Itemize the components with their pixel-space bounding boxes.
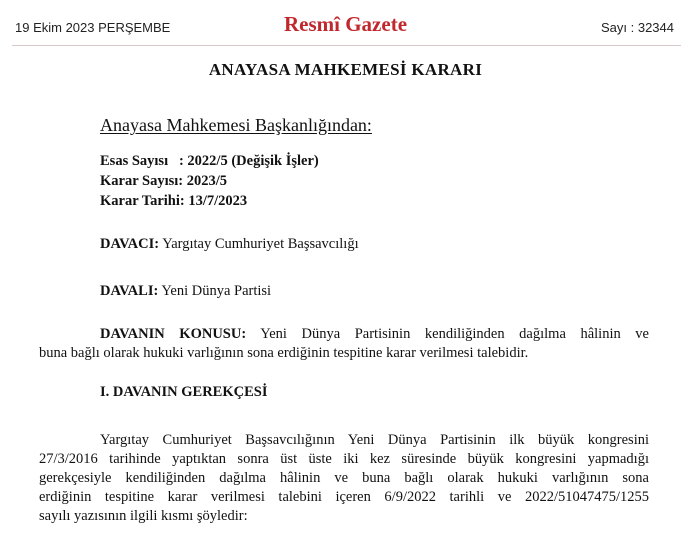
document-title: ANAYASA MAHKEMESİ KARARI — [208, 60, 483, 79]
header-divider — [12, 45, 681, 46]
decision-date: Karar Tarihi: 13/7/2023 — [100, 193, 248, 209]
case-subject-paragraph — [39, 325, 649, 363]
grounds-paragraph — [39, 431, 649, 526]
plaintiff-value: Yargıtay Cumhuriyet Başsavcılığı — [162, 236, 359, 252]
issue-date: 19 Ekim 2023 PERŞEMBE — [15, 20, 171, 35]
defendant-label: DAVALI: — [100, 283, 159, 299]
case-number: Esas Sayısı : 2022/5 (Değişik İşler) — [100, 153, 319, 169]
grounds-line-3: gerekçesiyle kendiliğinden dağılma hâlinin ve buna bağlı olarak hukuki varlığının sona — [39, 470, 649, 486]
grounds-line-4: erdiğinin tespitine karar verilmesi talebini içeren 6/9/2022 tarihli ve 2022/51047475/1255 — [39, 489, 649, 505]
issue-number: Sayı : 32344 — [601, 20, 674, 35]
plaintiff — [100, 236, 359, 253]
issuing-authority: Anayasa Mahkemesi Başkanlığından: — [100, 115, 372, 135]
case-subject-line-2: buna bağlı olarak hukuki varlığının sona erdiğinin tespitine karar verilmesi talebidir. — [39, 345, 529, 361]
gazette-header — [0, 0, 691, 50]
case-subject-line-1: Yeni Dünya Partisinin kendiliğinden dağılma hâlinin ve — [260, 326, 649, 342]
defendant — [100, 283, 271, 300]
grounds-line-1: Yargıtay Cumhuriyet Başsavcılığının Yeni Dünya Partisinin ilk büyük kongresini — [100, 432, 649, 448]
plaintiff-label: DAVACI: — [100, 236, 160, 252]
defendant-value: Yeni Dünya Partisi — [161, 283, 272, 299]
case-metadata — [100, 151, 319, 211]
case-subject-label: DAVANIN KONUSU: — [100, 326, 247, 342]
section-heading: I. DAVANIN GEREKÇESİ — [100, 384, 268, 400]
decision-number: Karar Sayısı: 2023/5 — [100, 173, 228, 189]
gazette-title: Resmî Gazete — [283, 12, 408, 36]
grounds-line-2: 27/3/2016 tarihinde yaptıktan sonra üst üste iki kez süresinde büyük kongresini yapmadığı — [39, 451, 649, 467]
grounds-line-5: sayılı yazısının ilgili kısmı şöyledir: — [39, 508, 248, 524]
